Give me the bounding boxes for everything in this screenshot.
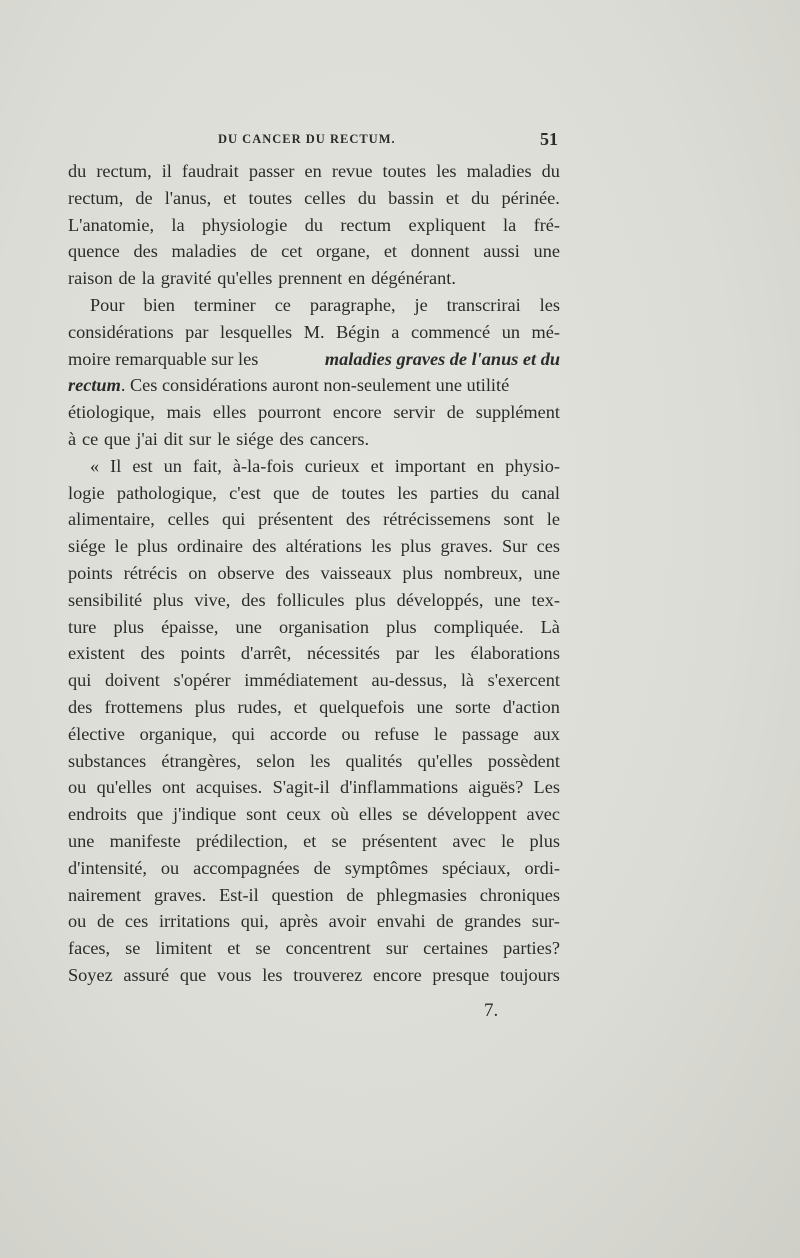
italic-title: rectum	[68, 375, 121, 396]
text-span	[68, 372, 509, 399]
text-line: alimentaire, celles qui présentent des rétrécissemens sont le	[68, 509, 560, 530]
text-line: une manifeste prédilection, et se présentent avec le plus	[68, 830, 560, 851]
text-line: nairement graves. Est-il question de phlegmasies chroniques	[68, 884, 560, 905]
text-line: quence des maladies de cet organe, et donnent aussi une	[68, 241, 560, 262]
running-title: DU CANCER DU RECTUM.	[218, 132, 396, 146]
text-line: à ce que j'ai dit sur le siége des cancers.	[68, 428, 370, 449]
text-line: Pour bien terminer ce paragraphe, je transcrirai les	[90, 294, 560, 315]
text-line: faces, se limitent et se concentrent sur certaines parties?	[68, 938, 560, 959]
text-span: moire remarquable sur les	[68, 348, 259, 369]
text-line: d'intensité, ou accompagnées de symptômes spéciaux, ordi-	[68, 857, 560, 878]
text-line: siége le plus ordinaire des altérations les plus graves. Sur ces	[68, 536, 560, 557]
text-line: ture plus épaisse, une organisation plus compliquée. Là	[68, 616, 560, 637]
text-line: étiologique, mais elles pourront encore servir de supplément	[68, 402, 560, 423]
text-line: Soyez assuré que vous les trouverez encore presque toujours	[68, 964, 560, 985]
body-text	[68, 158, 560, 989]
text-line: rectum, de l'anus, et toutes celles du bassin et du périnée.	[68, 187, 560, 208]
text-line: points rétrécis on observe des vaisseaux plus nombreux, une	[68, 562, 560, 583]
text-line: ou de ces irritations qui, après avoir envahi de grandes sur-	[68, 911, 560, 932]
text-line: logie pathologique, c'est que de toutes les parties du canal	[68, 482, 560, 503]
text-line: L'anatomie, la physiologie du rectum expliquent la fré-	[68, 214, 560, 235]
text-line: élective organique, qui accorde ou refuse le passage aux	[68, 723, 560, 744]
text-line	[68, 346, 560, 373]
text-line	[68, 372, 560, 399]
text-line: des frottemens plus rudes, et quelquefois une sorte d'action	[68, 696, 560, 717]
text-line: « Il est un fait, à-la-fois curieux et important en physio-	[90, 455, 560, 476]
text-line: existent des points d'arrêt, nécessités par les élaborations	[68, 643, 560, 664]
text-span: . Ces considérations auront non-seulement une utilité	[120, 375, 510, 396]
text-line: du rectum, il faudrait passer en revue toutes les maladies du	[68, 161, 560, 181]
text-line: qui doivent s'opérer immédiatement au-dessus, là s'exercent	[68, 670, 560, 691]
running-head	[68, 129, 560, 154]
text-line: substances étrangères, selon les qualités qu'elles possèdent	[68, 750, 560, 771]
text-line: raison de la gravité qu'elles prennent en dégénérant.	[68, 268, 456, 289]
italic-title: maladies graves de l'anus et du	[324, 348, 560, 369]
text-line: considérations par lesquelles M. Bégin a commencé un mé-	[68, 321, 560, 342]
text-line: ou qu'elles ont acquises. S'agit-il d'inflammations aiguës? Les	[68, 777, 560, 798]
signature-mark: 7.	[484, 1000, 499, 1021]
page-number: 51	[540, 129, 558, 149]
text-line: sensibilité plus vive, des follicules plus développés, une tex-	[68, 589, 560, 610]
text-line: endroits que j'indique sont ceux où elles se développent avec	[68, 804, 560, 825]
